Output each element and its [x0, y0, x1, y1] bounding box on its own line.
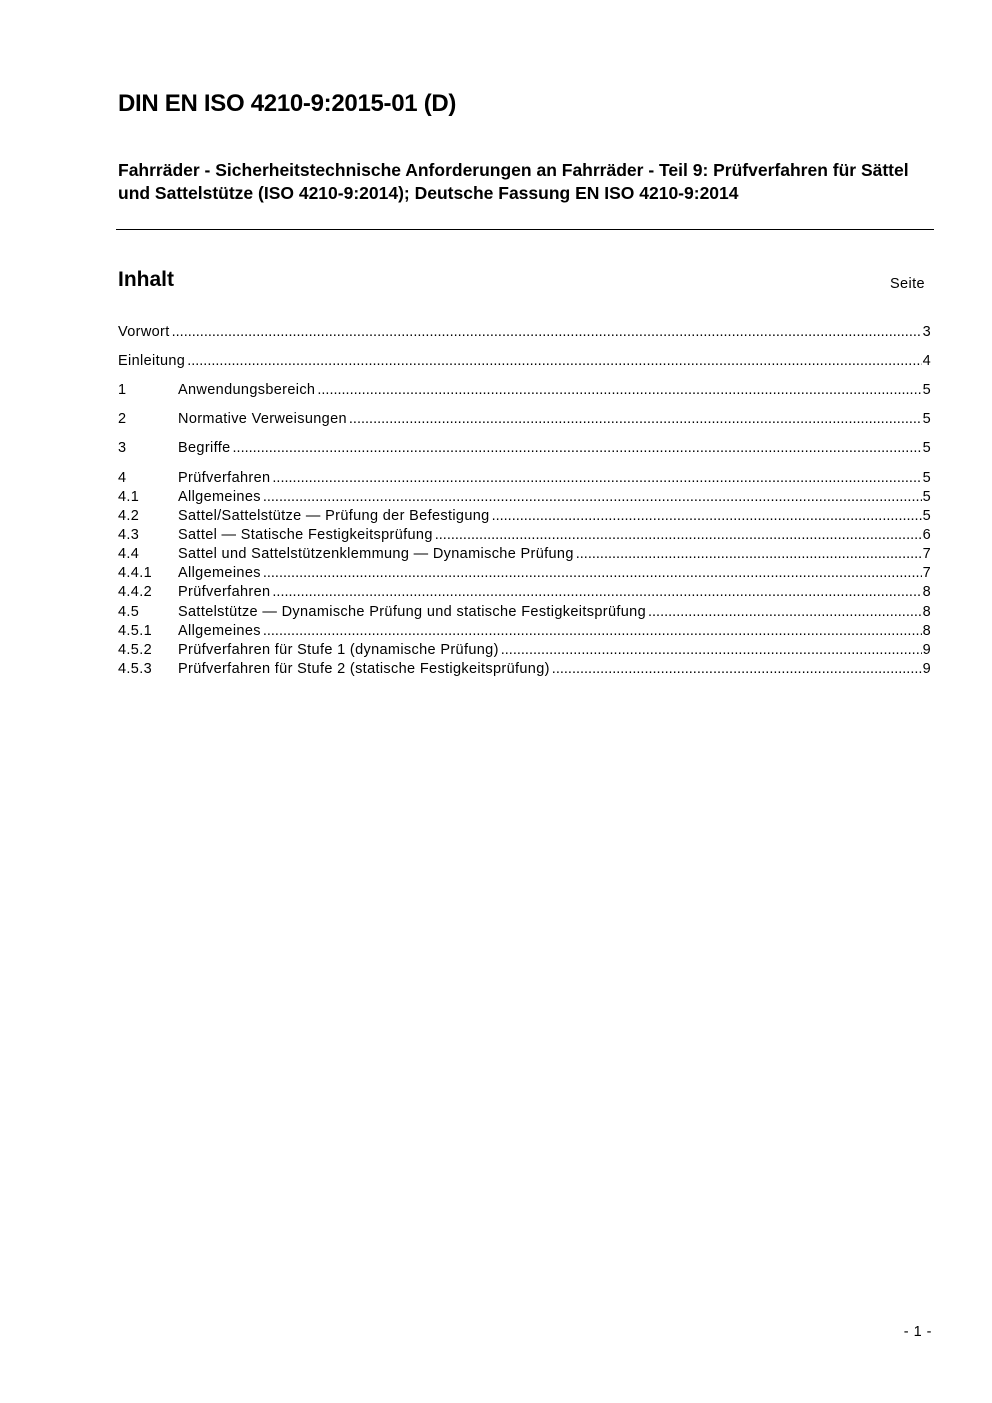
- toc-entry-number: 4.4.2: [118, 584, 152, 600]
- toc-leader-dots: [185, 353, 921, 369]
- toc-entry-4-1[interactable]: [118, 489, 931, 508]
- toc-entry-page: 5: [922, 470, 931, 486]
- toc-entry-number: 4.4.1: [118, 565, 152, 581]
- toc-entry-title: Anwendungsbereich: [178, 382, 316, 398]
- toc-entry-page: 9: [922, 642, 931, 658]
- toc-leader-dots: [574, 546, 922, 562]
- toc-entry-4-4-1[interactable]: [118, 565, 931, 584]
- toc-entry-page: 4: [922, 353, 931, 369]
- toc-entry-1[interactable]: [118, 382, 931, 401]
- toc-entry-title: Sattel — Statische Festigkeitsprüfung: [178, 527, 433, 543]
- toc-entry-number: 1: [118, 382, 127, 398]
- toc-entry-title: Prüfverfahren: [178, 470, 271, 486]
- toc-entry-number: 4.5.1: [118, 623, 152, 639]
- toc-entry-4-3[interactable]: [118, 527, 931, 546]
- toc-entry-title: Prüfverfahren für Stufe 1 (dynamische Prüfung): [178, 642, 499, 658]
- toc-leader-dots: [170, 324, 922, 340]
- toc-entry-number: 4.5.2: [118, 642, 152, 658]
- toc-entry-4-5-3[interactable]: [118, 661, 931, 680]
- toc-entry-4[interactable]: [118, 470, 931, 489]
- toc-entry-page: 8: [922, 604, 931, 620]
- toc-entry-title: Einleitung: [118, 353, 186, 369]
- toc-leader-dots: [270, 584, 921, 600]
- toc-entry-4-5-2[interactable]: [118, 642, 931, 661]
- toc-entry-page: 5: [922, 440, 931, 456]
- toc-leader-dots: [499, 642, 922, 658]
- toc-entry-3[interactable]: [118, 440, 931, 459]
- document-subtitle: Fahrräder - Sicherheitstechnische Anforderungen an Fahrräder - Teil 9: Prüfverfahren für Sättel und Sattelstütze (ISO 4210-9:2014); Deutsche Fassung EN ISO 4210-9:2014: [118, 160, 909, 203]
- toc-entry-title: Normative Verweisungen: [178, 411, 347, 427]
- toc-entry-page: 5: [922, 411, 931, 427]
- toc-entry-number: 4.3: [118, 527, 140, 543]
- toc-entry-title: Sattel und Sattelstützenklemmung — Dynamische Prüfung: [178, 546, 574, 562]
- toc-entry-page: 5: [922, 382, 931, 398]
- toc-entry-number: 4.1: [118, 489, 140, 505]
- toc-heading: Inhalt: [118, 268, 174, 291]
- toc-leader-dots: [270, 470, 921, 486]
- toc-leader-dots: [490, 508, 922, 524]
- toc-entry-page: 5: [922, 508, 931, 524]
- toc-leader-dots: [646, 604, 922, 620]
- toc-entry-number: 3: [118, 440, 127, 456]
- toc-entry-vorwort[interactable]: [118, 324, 931, 343]
- toc-entry-page: 8: [922, 584, 931, 600]
- toc-leader-dots: [261, 489, 922, 505]
- toc-leader-dots: [261, 565, 922, 581]
- page-number: - 1 -: [903, 1324, 932, 1340]
- toc-entry-page: 8: [922, 623, 931, 639]
- toc-entry-number: 4.2: [118, 508, 140, 524]
- toc-entry-page: 7: [922, 565, 931, 581]
- toc-leader-dots: [315, 382, 921, 398]
- toc-entry-page: 3: [922, 324, 931, 340]
- toc-entry-4-2[interactable]: [118, 508, 931, 527]
- title-divider: [116, 229, 934, 230]
- toc-entry-4-5[interactable]: [118, 604, 931, 623]
- toc-leader-dots: [347, 411, 922, 427]
- toc-entry-number: 2: [118, 411, 127, 427]
- toc-entry-title: Allgemeines: [178, 623, 261, 639]
- toc-entry-page: 6: [922, 527, 931, 543]
- toc-entry-4-4-2[interactable]: [118, 584, 931, 603]
- toc-entry-title: Allgemeines: [178, 565, 261, 581]
- toc-entry-einleitung[interactable]: [118, 353, 931, 372]
- toc-leader-dots: [550, 661, 922, 677]
- toc-entry-page: 9: [922, 661, 931, 677]
- toc-leader-dots: [261, 623, 922, 639]
- toc-entry-4-5-1[interactable]: [118, 623, 931, 642]
- toc-entry-number: 4.5: [118, 604, 140, 620]
- toc-entry-title: Sattelstütze — Dynamische Prüfung und statische Festigkeitsprüfung: [178, 604, 646, 620]
- toc-entry-number: 4.4: [118, 546, 140, 562]
- toc-leader-dots: [231, 440, 922, 456]
- toc-leader-dots: [433, 527, 922, 543]
- toc-entry-page: 5: [922, 489, 931, 505]
- toc-entry-title: Vorwort: [118, 324, 170, 340]
- toc-entry-title: Begriffe: [178, 440, 231, 456]
- toc-entry-title: Sattel/Sattelstütze — Prüfung der Befestigung: [178, 508, 490, 524]
- toc-entry-title: Prüfverfahren: [178, 584, 271, 600]
- toc-entry-2[interactable]: [118, 411, 931, 430]
- toc-entry-number: 4: [118, 470, 127, 486]
- toc-entry-title: Prüfverfahren für Stufe 2 (statische Festigkeitsprüfung): [178, 661, 550, 677]
- toc-entry-4-4[interactable]: [118, 546, 931, 565]
- toc-entry-page: 7: [922, 546, 931, 562]
- toc-entry-number: 4.5.3: [118, 661, 152, 677]
- toc-page-column-label: Seite: [889, 276, 925, 292]
- document-title: DIN EN ISO 4210-9:2015-01 (D): [118, 90, 457, 117]
- toc-entry-title: Allgemeines: [178, 489, 261, 505]
